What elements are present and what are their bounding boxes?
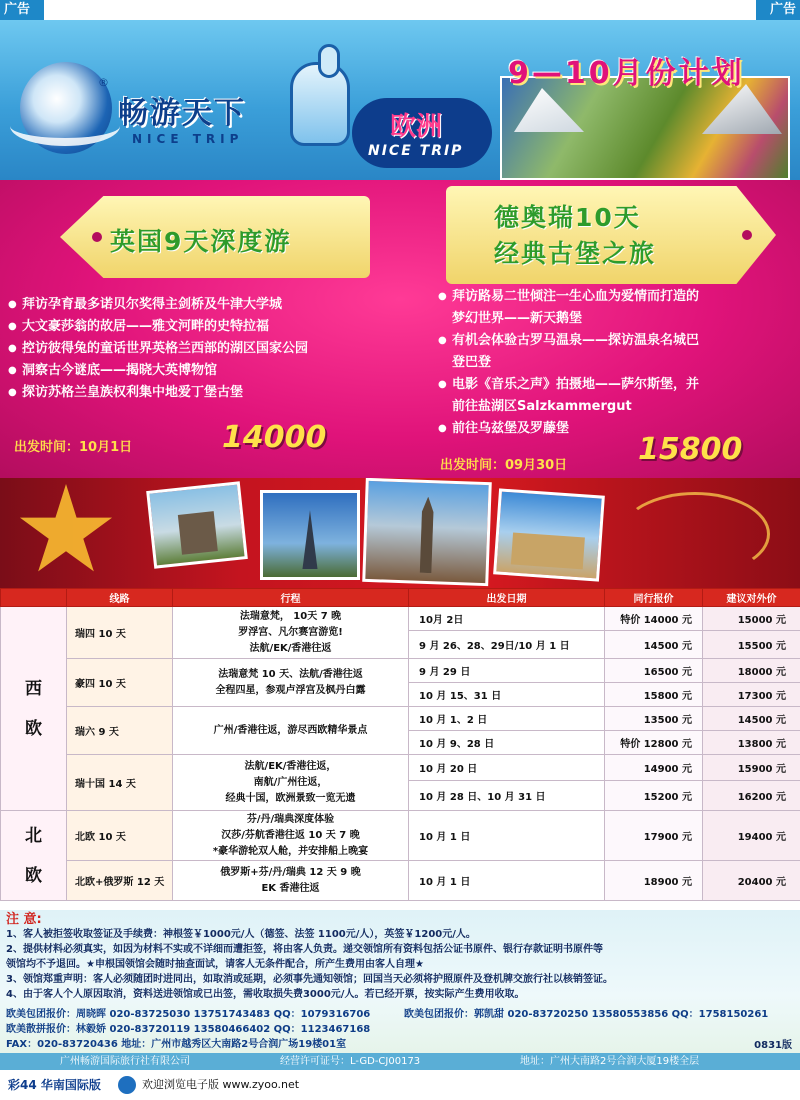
departure-date: 10 月 20 日 — [409, 755, 605, 781]
tour-right-highlights — [438, 286, 794, 440]
europe-title: 欧洲 — [390, 112, 443, 142]
tour-right-price: 15800 — [638, 432, 743, 467]
highlight-item: ● 前往乌兹堡及罗藤堡 — [438, 418, 794, 440]
region-north: 北 欧 — [1, 811, 67, 901]
highlight-item: ● 控访彼得兔的童话世界英格兰西部的湖区国家公园 — [8, 338, 428, 360]
suggested-price: 14500 元 — [703, 707, 800, 731]
departure-date: 10 月 1 日 — [409, 861, 605, 901]
note-line: 2、提供材料必须真实，如因为材料不实或不详细而遭拒签，将由客人负责。递交领馆所有资料包括公证书原件、银行存款证明书原件等 — [6, 944, 603, 955]
contact-line: 欧美包团报价：周晓晖 020-83725030 13751743483 QQ：1079316706 — [6, 1009, 371, 1020]
page-number: 彩44 华南国际版 — [8, 1078, 101, 1092]
itinerary: 俄罗斯+芬/丹/瑞典 12 天 9 晚 EK 香港往返 — [173, 861, 409, 901]
suggested-price: 15900 元 — [703, 755, 800, 781]
thumbs-up-icon — [290, 62, 350, 146]
suggested-price: 17300 元 — [703, 683, 800, 707]
suggested-price: 16200 元 — [703, 781, 800, 811]
highlight-item: ● 电影《音乐之声》拍摄地——萨尔斯堡，并 前往盐湖区Salzkammergut — [438, 374, 794, 418]
peer-price: 16500 元 — [605, 659, 703, 683]
highlight-item: ● 有机会体验古罗马温泉——探访温泉名城巴 登巴登 — [438, 330, 794, 374]
table-header: 线路 — [67, 589, 173, 607]
swirl-decoration-icon — [620, 492, 770, 576]
tour-left-highlights — [8, 294, 428, 404]
highlight-item: ● 拜访路易二世倾注一生心血为爱情而打造的 梦幻世界——新天鹅堡 — [438, 286, 794, 330]
note-line: 领馆均不予退回。★申根国领馆会随时抽查面试，请客人无条件配合，所产生费用由客人自理★ — [6, 959, 424, 970]
table-row — [1, 707, 800, 731]
departure-date: 10 月 15、31 日 — [409, 683, 605, 707]
departure-date: 9 月 26、28、29日/10 月 1 日 — [409, 631, 605, 659]
suggested-price: 15500 元 — [703, 631, 800, 659]
contact-line: 欧美散拼报价：林毅娇 020-83720119 13580466402 QQ：1123467168 — [6, 1024, 371, 1035]
peer-price: 15200 元 — [605, 781, 703, 811]
peer-price: 17900 元 — [605, 811, 703, 861]
company-address: 地址：广州大南路2号合润大厦19楼全层 — [520, 1056, 700, 1067]
table-row — [1, 755, 800, 781]
itinerary: 法航/EK/香港往返， 南航/广州往返， 经典十国，欧洲景致一览无遗 — [173, 755, 409, 811]
notes-section — [0, 910, 800, 1053]
suggested-price: 19400 元 — [703, 811, 800, 861]
edition-code: 0831版 — [754, 1040, 792, 1051]
departure-date: 10 月 9、28 日 — [409, 731, 605, 755]
route-name: 瑞六 9 天 — [67, 707, 173, 755]
highlight-item: ● 拜访孕育最多诺贝尔奖得主剑桥及牛津大学城 — [8, 294, 428, 316]
itinerary: 法瑞意梵， 10天 7 晚 罗浮宫、凡尔赛宫游览! 法航/EK/香港往返 — [173, 607, 409, 659]
tour-right-title-line1: 德奥瑞10天 — [494, 203, 641, 232]
table-header — [1, 589, 67, 607]
peer-price: 14500 元 — [605, 631, 703, 659]
table-header: 行程 — [173, 589, 409, 607]
header-banner — [0, 20, 800, 180]
peer-price: 特价 12800 元 — [605, 731, 703, 755]
peer-price: 15800 元 — [605, 683, 703, 707]
tag-hole-icon — [92, 232, 102, 242]
company-name: 广州畅游国际旅行社有限公司 — [60, 1056, 190, 1067]
departure-date: 9 月 29 日 — [409, 659, 605, 683]
peer-price: 特价 14000 元 — [605, 607, 703, 631]
route-name: 北欧+俄罗斯 12 天 — [67, 861, 173, 901]
table-row — [1, 659, 800, 683]
suggested-price: 18000 元 — [703, 659, 800, 683]
table-header: 建议对外价 — [703, 589, 800, 607]
highlight-item: ● 洞察古今谜底——揭晓大英博物馆 — [8, 360, 428, 382]
departure-date: 10 月 28 日、10 月 31 日 — [409, 781, 605, 811]
suggested-price: 13800 元 — [703, 731, 800, 755]
brand-name: 畅游天下 — [118, 96, 246, 131]
ad-label-right: 广告 — [756, 0, 800, 20]
table-row — [1, 811, 800, 861]
page-footer — [0, 1070, 800, 1100]
region-west: 西 欧 — [1, 607, 67, 811]
highlight-item: ● 探访苏格兰皇族权利集中地爱丁堡古堡 — [8, 382, 428, 404]
departure-date: 10月 2日 — [409, 607, 605, 631]
note-line: 4、由于客人个人原因取消，资料送进领馆或已出签，需收取损失费3000元/人。若已经开票，按实际产生费用收取。 — [6, 989, 525, 1000]
license-number: 经营许可证号：L-GD-CJ00173 — [280, 1056, 421, 1067]
route-name: 豪四 10 天 — [67, 659, 173, 707]
tour-left-title: 英国9天深度游 — [110, 227, 292, 256]
price-table — [0, 588, 800, 901]
tour-right-title-line2: 经典古堡之旅 — [494, 239, 657, 268]
suggested-price: 15000 元 — [703, 607, 800, 631]
windmill-photo — [146, 481, 248, 568]
table-header: 同行报价 — [605, 589, 703, 607]
itinerary: 芬/丹/瑞典深度体验 汉莎/芬航香港往返 10 天 7 晚 *豪华游轮双人舱，并安排船上晚宴 — [173, 811, 409, 861]
publication-logo-icon — [118, 1076, 136, 1094]
tour-right-departure: 出发时间：09月30日 — [440, 458, 568, 473]
itinerary: 法瑞意梵 10 天、法航/香港往返 全程四星，参观卢浮宫及枫丹白露 — [173, 659, 409, 707]
tour-left-departure: 出发时间：10月1日 — [14, 440, 133, 455]
company-bar — [0, 1053, 800, 1070]
departure-date: 10 月 1、2 日 — [409, 707, 605, 731]
tour-left-price: 14000 — [222, 420, 327, 455]
ad-label-left: 广告 — [0, 0, 44, 20]
parthenon-photo — [493, 488, 605, 581]
route-name: 瑞十国 14 天 — [67, 755, 173, 811]
featured-tours — [0, 180, 800, 478]
note-line: 3、领馆郑重声明：客人必须随团时进同出，如取消或延期，必须事先通知领馆；回国当天必须将护照原件及登机牌交旅行社以核销签证。 — [6, 974, 613, 985]
note-line: 1、客人被拒签收取签证及手续费：神根签￥1000元/人（德签、法签 1100元/人），英签￥1200元/人。 — [6, 929, 476, 940]
notes-title: 注 意: — [6, 912, 42, 927]
route-name: 北欧 10 天 — [67, 811, 173, 861]
highlight-item: ● 大文豪莎翁的故居——雅文河畔的史特拉福 — [8, 316, 428, 338]
price-table-section — [0, 588, 800, 910]
departure-date: 10 月 1 日 — [409, 811, 605, 861]
table-header: 出发日期 — [409, 589, 605, 607]
registered-mark: ® — [98, 76, 109, 89]
month-plan-title: 9—10月份计划 — [508, 56, 745, 91]
table-header-row — [1, 589, 800, 607]
peer-price: 14900 元 — [605, 755, 703, 781]
peer-price: 13500 元 — [605, 707, 703, 731]
star-decoration-icon — [18, 484, 114, 580]
suggested-price: 20400 元 — [703, 861, 800, 901]
mountain-shape — [514, 88, 584, 132]
eiffel-tower-photo — [260, 490, 360, 580]
contact-line: FAX：020-83720436 地址：广州市越秀区大南路2号合润广场19楼01室 — [6, 1039, 347, 1050]
europe-subtitle: NICE TRIP — [368, 143, 464, 159]
tag-hole-icon — [742, 230, 752, 240]
landmark-photo-row — [0, 478, 800, 588]
cathedral-photo — [362, 478, 492, 586]
thumb-tip-icon — [318, 44, 340, 78]
brand-name-en: NICE TRIP — [132, 132, 244, 146]
table-row — [1, 607, 800, 631]
contact-line: 欧美包团报价：郭凯甜 020-83720250 13580553856 QQ：1758150261 — [404, 1009, 769, 1020]
peer-price: 18900 元 — [605, 861, 703, 901]
route-name: 瑞四 10 天 — [67, 607, 173, 659]
swoosh-icon — [10, 106, 120, 146]
itinerary: 广州/香港往返，游尽西欧精华景点 — [173, 707, 409, 755]
table-row — [1, 861, 800, 901]
website-text: 欢迎浏览电子版 www.zyoo.net — [142, 1078, 300, 1091]
